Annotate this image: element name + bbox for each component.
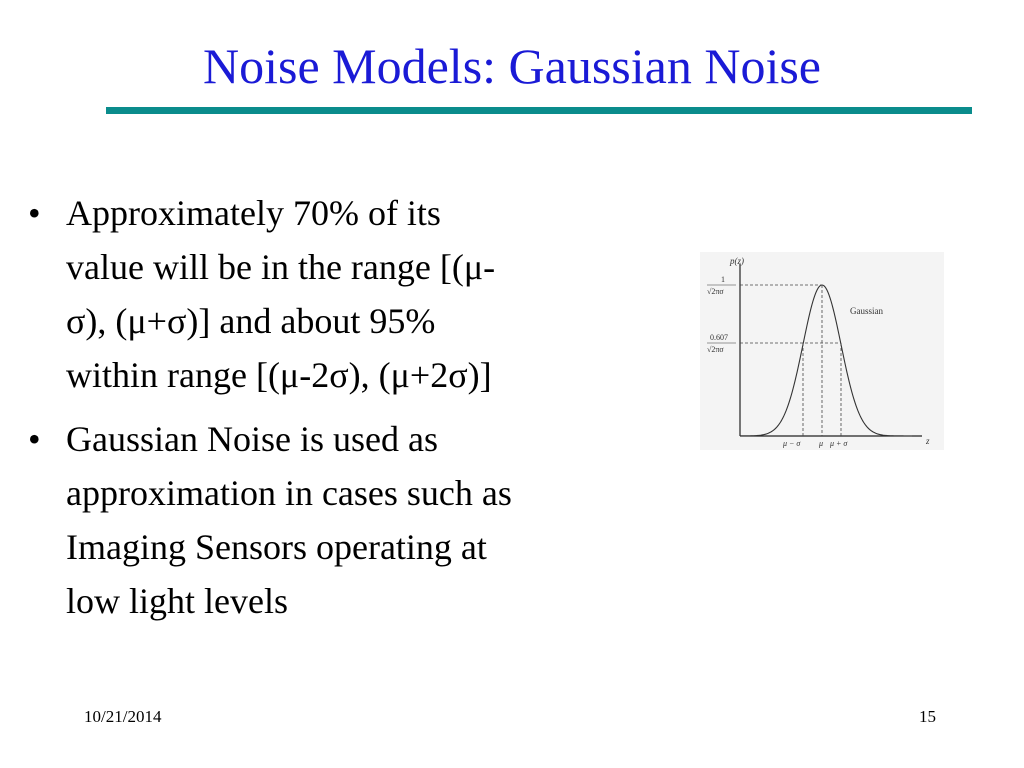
gaussian-curve [740, 285, 912, 436]
bullet-line: σ), (μ+σ)] and about 95% [66, 301, 436, 341]
peak-label-denominator: √2πσ [707, 287, 724, 296]
bullet-line: within range [(μ-2σ), (μ+2σ)] [66, 355, 492, 395]
bullet-item [28, 412, 640, 628]
x-tick-mu-plus-sigma: μ + σ [830, 439, 848, 448]
x-axis-label: z [926, 436, 930, 446]
x-tick-mu-minus-sigma: μ − σ [783, 439, 801, 448]
bullet-icon: • [28, 193, 41, 233]
gaussian-figure [700, 252, 944, 450]
bullet-list [28, 186, 640, 638]
bullet-line: Imaging Sensors operating at [66, 527, 487, 567]
bullet-line: Approximately 70% of its [66, 193, 441, 233]
curve-label: Gaussian [850, 306, 883, 316]
slide-title: Noise Models: Gaussian Noise [203, 38, 821, 94]
bullet-line: approximation in cases such as [66, 473, 512, 513]
page-number: 15 [919, 707, 936, 726]
gaussian-plot [700, 252, 944, 450]
peak-label-numerator: 1 [721, 275, 725, 284]
footer-date: 10/21/2014 [84, 707, 162, 726]
bullet-line: Gaussian Noise is used as [66, 419, 438, 459]
bullet-line: value will be in the range [(μ- [66, 247, 496, 287]
level-label-numerator: 0.607 [710, 333, 728, 342]
bullet-item [28, 186, 640, 402]
bullet-line: low light levels [66, 581, 288, 621]
bullet-icon: • [28, 419, 41, 459]
x-tick-mu: μ [819, 439, 824, 448]
y-axis-label: p(z) [730, 256, 744, 266]
level-label-denominator: √2πσ [707, 345, 724, 354]
title-divider [106, 107, 972, 114]
